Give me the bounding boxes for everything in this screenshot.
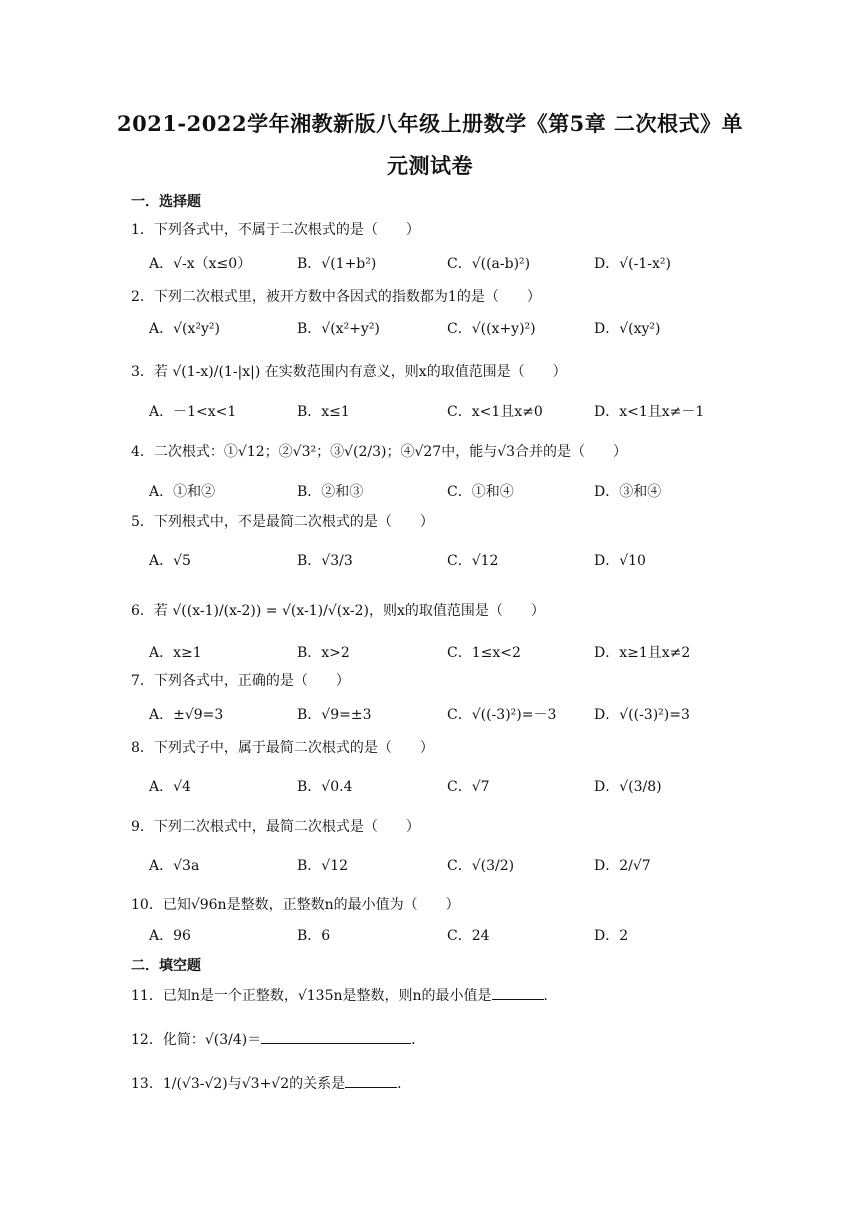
question-9-option-b: B．√12 — [297, 858, 349, 874]
question-5-option-c: C．√12 — [447, 553, 499, 569]
question-13 — [131, 1073, 411, 1093]
question-7-option-b: B．√9=±3 — [297, 707, 372, 723]
question-1-stem: 1．下列各式中，不属于二次根式的是（ ） — [131, 222, 420, 238]
question-11-stem: 11．已知n是一个正整数，√135n是整数，则n的最小值是 — [131, 988, 492, 1004]
question-4-option-d: D．③和④ — [594, 484, 662, 500]
question-12-end: ． — [411, 1032, 426, 1048]
section-heading-fill: 二．填空题 — [131, 958, 201, 974]
question-8-option-d: D．√(3/8) — [594, 779, 662, 795]
question-10-option-c: C．24 — [447, 928, 490, 944]
exam-title-line1: 2021-2022学年湘教新版八年级上册数学《第5章 二次根式》单 — [116, 111, 744, 136]
section-heading-choice: 一．选择题 — [131, 194, 201, 210]
question-1-option-c: C．√((a-b)²) — [447, 256, 531, 272]
question-8-option-a: A．√4 — [149, 779, 191, 795]
question-1-option-a: A．√-x（x≤0） — [149, 256, 252, 272]
question-5-stem: 5．下列根式中，不是最简二次根式的是（ ） — [131, 514, 434, 530]
question-2-stem: 2．下列二次根式里，被开方数中各因式的指数都为1的是（ ） — [131, 289, 541, 305]
question-6-option-b: B．x>2 — [297, 645, 350, 661]
question-5-option-a: A．√5 — [149, 553, 191, 569]
question-12-answer-blank[interactable] — [261, 1029, 411, 1044]
question-2-option-b: B．√(x²+y²) — [297, 321, 380, 337]
question-10-option-d: D．2 — [594, 928, 629, 944]
question-10-option-a: A．96 — [149, 928, 191, 944]
question-1-option-d: D．√(-1-x²) — [594, 256, 671, 272]
question-3-option-c: C．x<1且x≠0 — [447, 404, 543, 420]
question-5-option-b: B．√3/3 — [297, 553, 353, 569]
question-13-answer-blank[interactable] — [345, 1073, 397, 1088]
question-6-option-d: D．x≥1且x≠2 — [594, 645, 691, 661]
question-4-option-c: C．①和④ — [447, 484, 514, 500]
question-9-option-d: D．2/√7 — [594, 858, 651, 874]
question-1-option-b: B．√(1+b²) — [297, 256, 377, 272]
question-13-end: ． — [397, 1076, 412, 1092]
question-6-option-c: C．1≤x<2 — [447, 645, 521, 661]
question-9-option-c: C．√(3/2) — [447, 858, 515, 874]
question-4-stem: 4．二次根式：①√12；②√3²；③√(2/3)；④√27中，能与√3合并的是（ ） — [131, 444, 628, 460]
question-2-option-d: D．√(xy²) — [594, 321, 661, 337]
question-2-option-c: C．√((x+y)²) — [447, 321, 536, 337]
question-3-option-b: B．x≤1 — [297, 404, 350, 420]
question-10-stem: 10．已知√96n是整数，正整数n的最小值为（ ） — [131, 897, 460, 913]
question-3-option-d: D．x<1且x≠－1 — [594, 404, 705, 420]
question-12 — [131, 1029, 425, 1049]
question-8-option-c: C．√7 — [447, 779, 490, 795]
question-11-end: ． — [543, 988, 558, 1004]
question-13-stem: 13．1/(√3-√2)与√3+√2的关系是 — [131, 1076, 346, 1092]
question-7-option-c: C．√((-3)²)=－3 — [447, 707, 557, 723]
question-3-stem: 3．若 √(1-x)/(1-|x|) 在实数范围内有意义，则x的取值范围是（ ） — [131, 364, 567, 380]
question-8-stem: 8．下列式子中，属于最简二次根式的是（ ） — [131, 740, 434, 756]
question-6-stem: 6．若 √((x-1)/(x-2)) = √(x-1)/√(x-2)，则x的取值范围是（ ） — [131, 603, 545, 619]
question-3-option-a: A．－1<x<1 — [149, 404, 237, 420]
question-9-stem: 9．下列二次根式中，最简二次根式是（ ） — [131, 819, 420, 835]
question-6-option-a: A．x≥1 — [149, 645, 202, 661]
question-12-stem: 12．化简：√(3/4)＝ — [131, 1032, 262, 1048]
question-7-option-d: D．√((-3)²)=3 — [594, 707, 690, 723]
question-5-option-d: D．√10 — [594, 553, 646, 569]
question-8-option-b: B．√0.4 — [297, 779, 353, 795]
question-11-answer-blank[interactable] — [492, 985, 544, 1000]
question-11 — [131, 985, 558, 1005]
question-7-option-a: A．±√9=3 — [149, 707, 224, 723]
question-7-stem: 7．下列各式中，正确的是（ ） — [131, 673, 350, 689]
question-10-option-b: B．6 — [297, 928, 331, 944]
exam-title-line2: 元测试卷 — [387, 153, 473, 178]
question-4-option-b: B．②和③ — [297, 484, 364, 500]
question-2-option-a: A．√(x²y²) — [149, 321, 220, 337]
question-9-option-a: A．√3a — [149, 858, 200, 874]
question-4-option-a: A．①和② — [149, 484, 216, 500]
